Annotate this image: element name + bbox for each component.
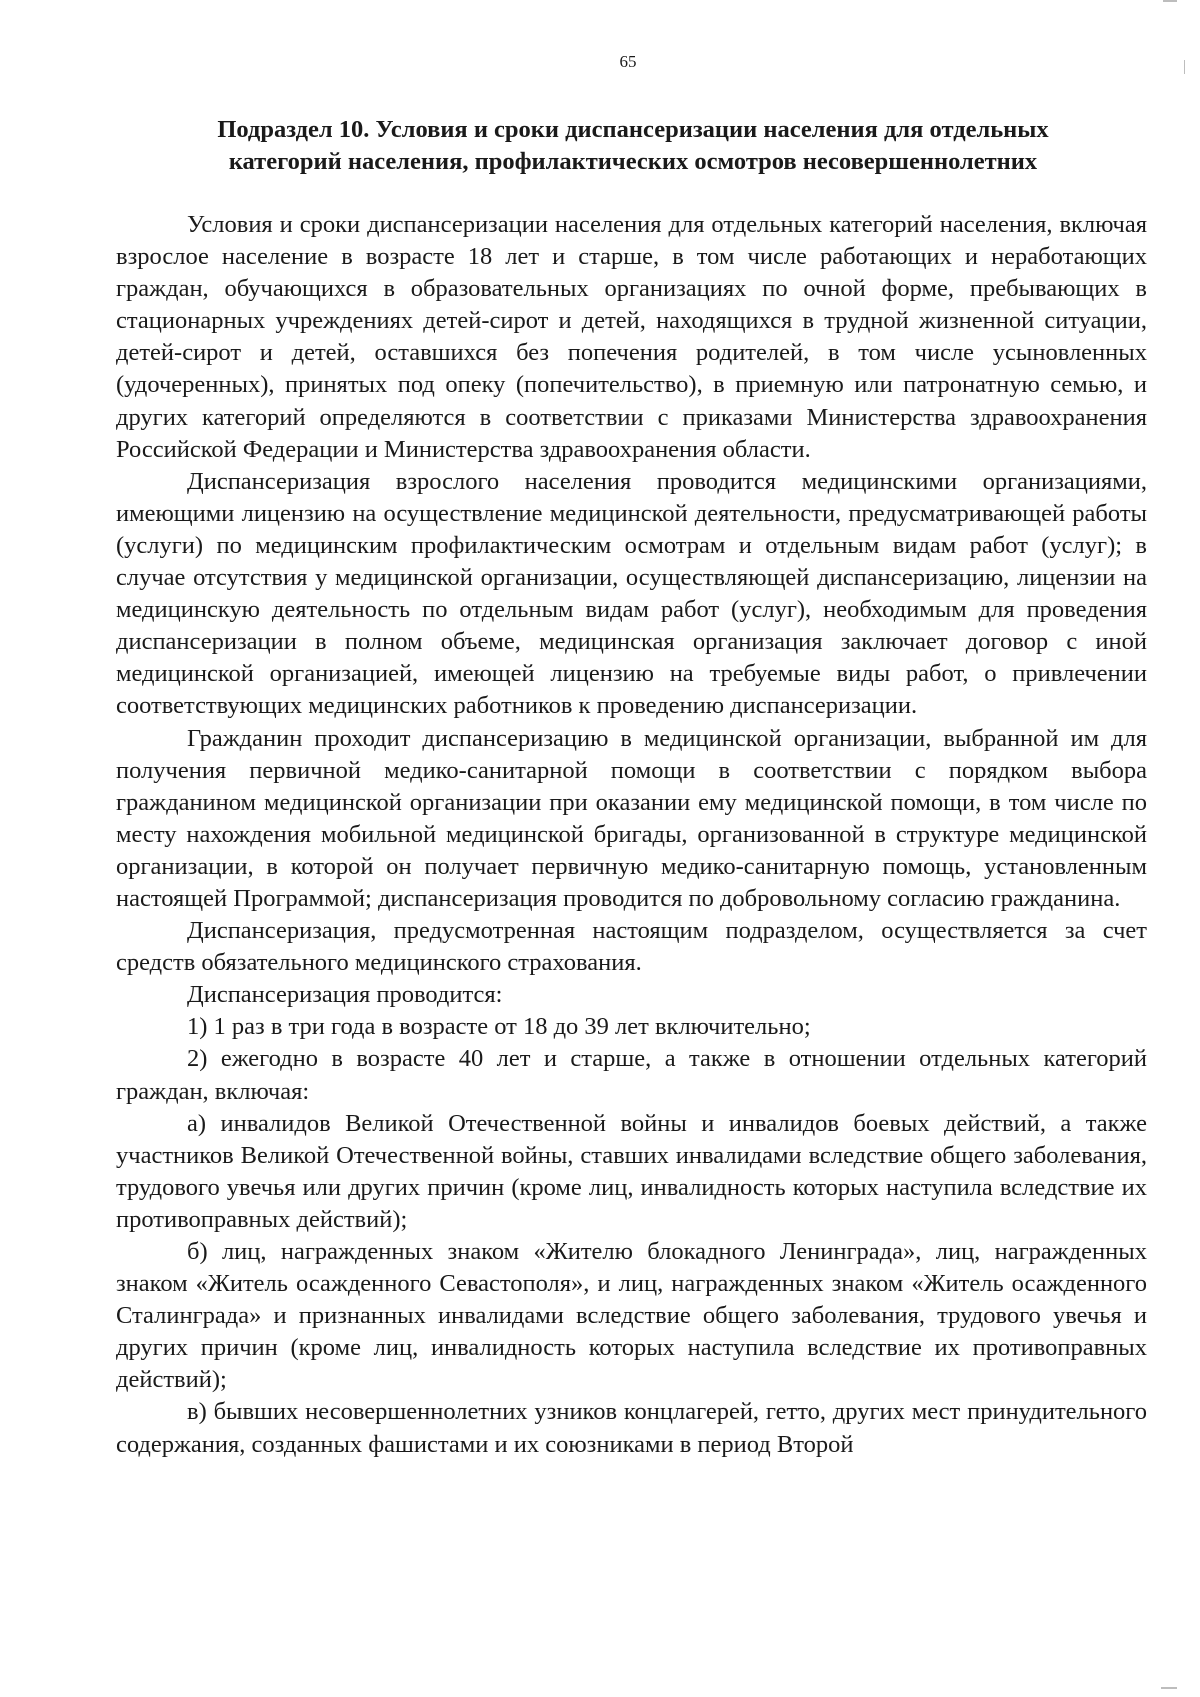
- section-heading-line-1: Подраздел 10. Условия и сроки диспансеризации населения для отдельных: [217, 116, 1049, 143]
- body-text: [116, 209, 1147, 1461]
- page-number: 65: [619, 52, 637, 71]
- section-heading-line-2: категорий населения, профилактических осмотров несовершеннолетних: [228, 148, 1038, 175]
- list-item-2: 2) ежегодно в возрасте 40 лет и старше, а также в отношении отдельных категорий граждан, включая:: [116, 1045, 1147, 1105]
- scan-artifact-right: [1184, 60, 1185, 74]
- list-item-b: б) лиц, награжденных знаком «Жителю блокадного Ленинграда», лиц, награжденных знаком «Житель осажденного Севастополя», и лиц, награжденных знаком «Житель осажденного Сталинграда» и признанных инвалидами вследствие общего заболевания, трудового увечья и других причин (кроме лиц, инвалидность которых наступила вследствие их противоправных действий);: [116, 1238, 1147, 1394]
- paragraph-schedule-intro: Диспансеризация проводится:: [187, 981, 503, 1009]
- list-item-a: а) инвалидов Великой Отечественной войны и инвалидов боевых действий, а также участников Великой Отечественной войны, ставших инвалидами вследствие общего заболевания, трудового увечья или других причин (кроме лиц, инвалидность которых наступила вследствие их противоправных действий);: [116, 1109, 1147, 1233]
- list-item-1: 1) 1 раз в три года в возрасте от 18 до 39 лет включительно;: [187, 1013, 811, 1041]
- paragraph-citizen-choice: Гражданин проходит диспансеризацию в медицинской организации, выбранной им для получения первичной медико-санитарной помощи в соответствии с порядком выбора гражданином медицинской организации при оказании ему медицинской помощи, в том числе по месту нахождения мобильной медицинской бригады, организованной в структуре медицинской организации, в которой он получает первичную медико-санитарную помощь, установленным настоящей Программой; диспансеризация проводится по добровольному согласию гражданина.: [116, 724, 1147, 912]
- paragraph-funding: Диспансеризация, предусмотренная настоящим подразделом, осуществляется за счет средств обязательного медицинского страхования.: [116, 917, 1147, 977]
- paragraph-licensing: Диспансеризация взрослого населения проводится медицинскими организациями, имеющими лицензию на осуществление медицинской деятельности, предусматривающей работы (услуги) по медицинским профилактическим осмотрам и отдельным видам работ (услуг); в случае отсутствия у медицинской организации, осуществляющей диспансеризацию, лицензии на медицинскую деятельность по отдельным видам работ (услуг), необходимым для проведения диспансеризации в полном объеме, медицинская организация заключает договор с иной медицинской организацией, имеющей лицензию на требуемые виды работ, о привлечении соответствующих медицинских работников к проведению диспансеризации.: [116, 467, 1147, 720]
- section-heading: [140, 114, 1126, 178]
- list-item-v: в) бывших несовершеннолетних узников концлагерей, гетто, других мест принудительного содержания, созданных фашистами и их союзниками в период Второй: [116, 1398, 1147, 1458]
- scan-artifact-top: [1163, 0, 1177, 2]
- paragraph-conditions: Условия и сроки диспансеризации населения для отдельных категорий населения, включая взрослое население в возрасте 18 лет и старше, в том числе работающих и неработающих граждан, обучающихся в образовательных организациях по очной форме, пребывающих в стационарных учреждениях детей-сирот и детей, находящихся в трудной жизненной ситуации, детей-сирот и детей, оставшихся без попечения родителей, в том числе усыновленных (удочеренных), принятых под опеку (попечительство), в приемную или патронатную семью, и других категорий определяются в соответствии с приказами Министерства здравоохранения Российской Федерации и Министерства здравоохранения области.: [116, 211, 1147, 463]
- scan-artifact-bottom: [1161, 1687, 1177, 1689]
